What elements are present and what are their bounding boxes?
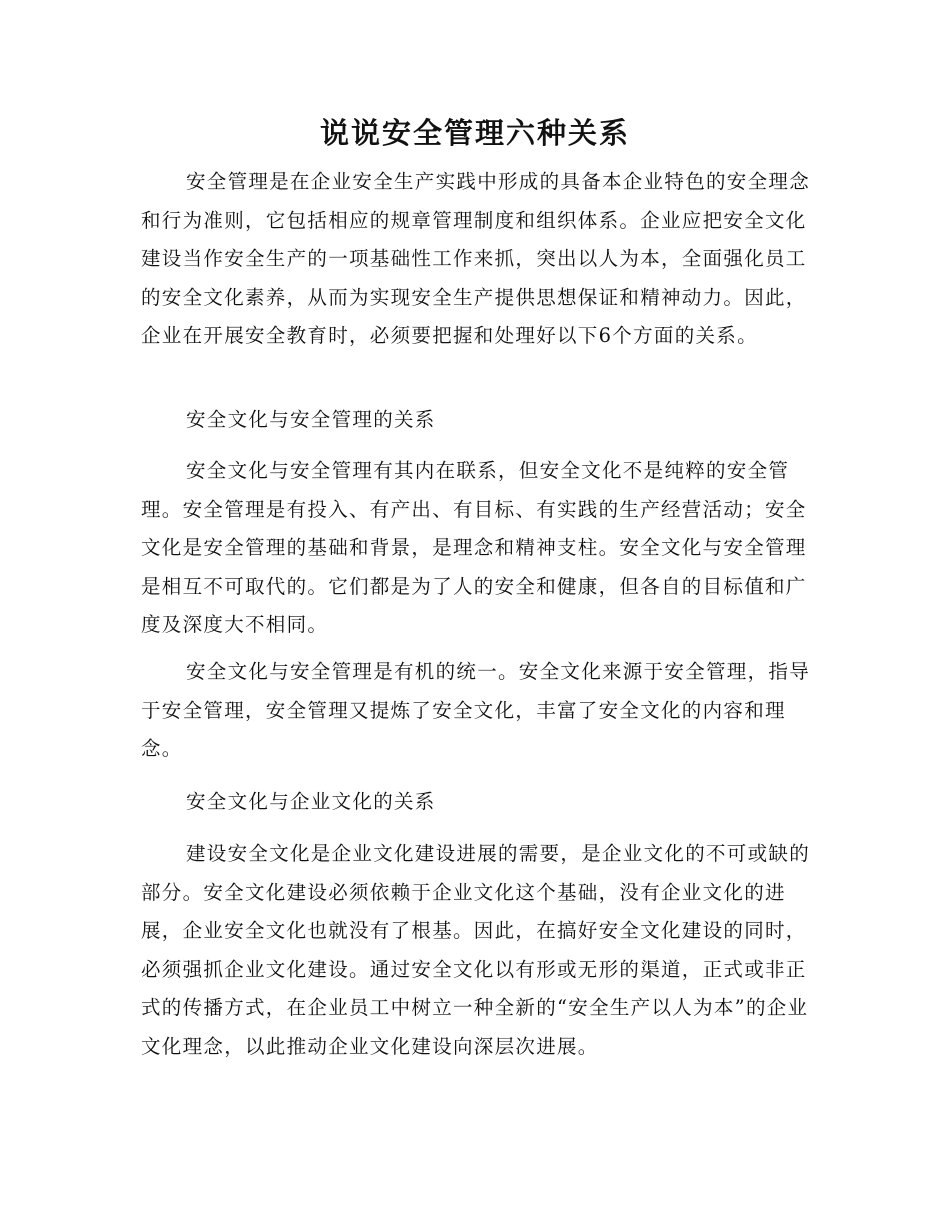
section-heading-culture-management: 安全文化与安全管理的关系 bbox=[186, 408, 436, 431]
body-paragraph: 安全文化与安全管理是有机的统一。安全文化来源于安全管理，指导于安全管理，安全管理又提炼了安全文化，丰富了安全文化的内容和理念。 bbox=[141, 660, 811, 761]
body-paragraph: 建设安全文化是企业文化建设进展的需要，是企业文化的不可或缺的部分。安全文化建设必须依赖于企业文化这个基础，没有企业文化的进展，企业安全文化也就没有了根基。因此，在搞好安全文化建设的同时，必须强抓企业文化建设。通过安全文化以有形或无形的渠道，正式或非正式的传播方式，在企业员工中树立一种全新的“安全生产以人为本”的企业文化理念，以此推动企业文化建设向深层次进展。 bbox=[141, 842, 811, 1058]
intro-paragraph: 安全管理是在企业安全生产实践中形成的具备本企业特色的安全理念和行为准则，它包括相应的规章管理制度和组织体系。企业应把安全文化建设当作安全生产的一项基础性工作来抓，突出以人为本，全面强化员工的安全文化素养，从而为实现安全生产提供思想保证和精神动力。因此，企业在开展安全教育时，必须要把握和处理好以下6个方面的关系。 bbox=[141, 170, 811, 348]
body-paragraph: 安全文化与安全管理有其内在联系，但安全文化不是纯粹的安全管理。安全管理是有投入、有产出、有目标、有实践的生产经营活动；安全文化是安全管理的基础和背景，是理念和精神支柱。安全文化与安全管理是相互不可取代的。它们都是为了人的安全和健康，但各自的目标值和广度及深度大不相同。 bbox=[141, 459, 807, 637]
section-heading-culture-enterprise: 安全文化与企业文化的关系 bbox=[186, 790, 436, 813]
document-title: 说说安全管理六种关系 bbox=[319, 116, 630, 150]
